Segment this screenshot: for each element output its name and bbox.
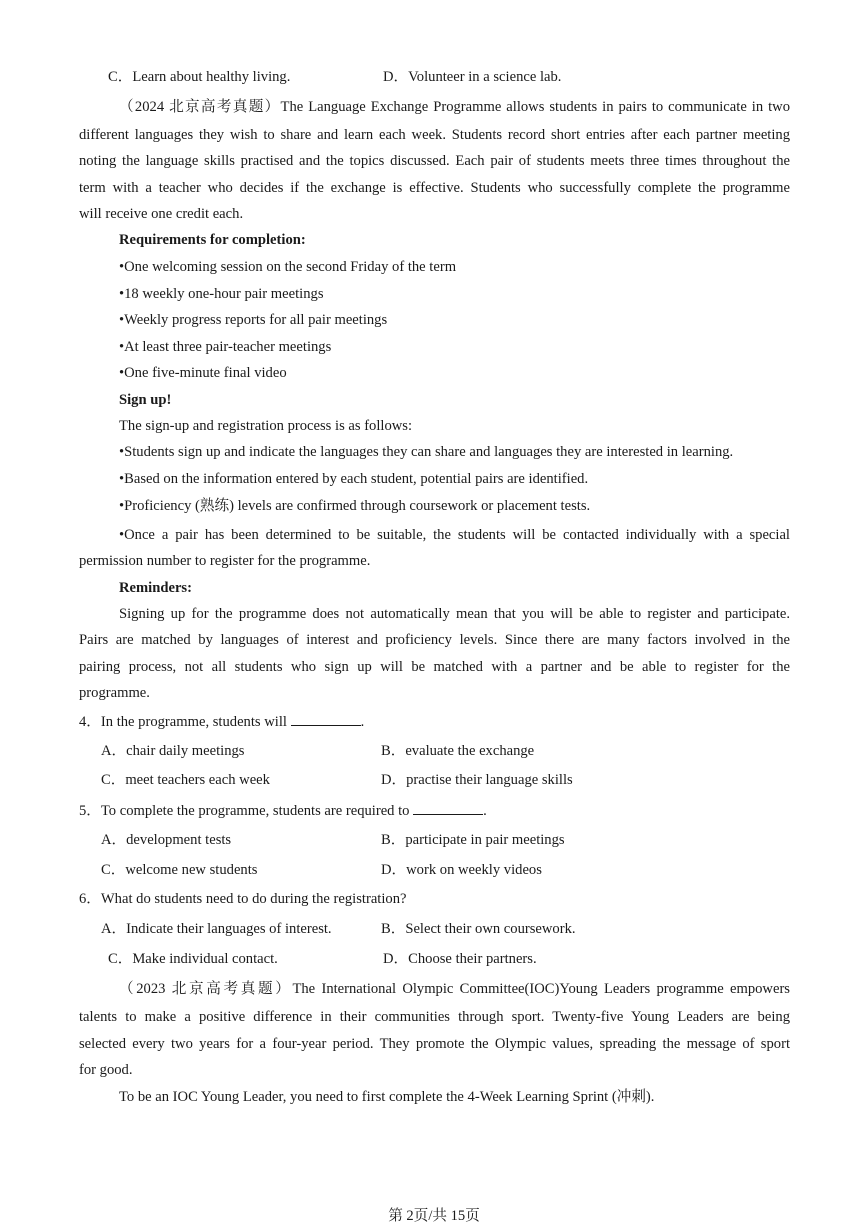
option-c-prev: C．Learn about healthy living. [108,69,291,85]
answer-blank [413,800,483,815]
passage-1-line: term with a teacher who decides if the exchange is effective. Students who successfully complete the programme [79,180,790,196]
passage-1-line: different languages they wish to share and learn each week. Students record short entries after each partner meeting [79,127,790,143]
question-stem [79,800,790,821]
signup-step: •Based on the information entered by each student, potential pairs are identified. [119,471,589,487]
option-d[interactable]: D．practise their language skills [381,772,573,788]
reminders-line: Pairs are matched by languages of interest and proficiency levels. Since there are many factors involved in the [79,632,790,648]
passage-1-line: noting the language skills practised and the topics discussed. Each pair of students meets three times throughout the [79,153,790,169]
option-c[interactable]: C．welcome new students [101,862,258,878]
option-d-prev: D．Volunteer in a science lab. [383,69,562,85]
requirements-heading: Requirements for completion: [119,232,306,248]
option-d[interactable]: D．work on weekly videos [381,862,542,878]
requirement-item: •At least three pair-teacher meetings [119,339,332,355]
passage-2-line: （2023 北京高考真题）The International Olympic Committee(IOC)Young Leaders programme empowers [119,981,790,997]
signup-step: •Once a pair has been determined to be suitable, the students will be contacted individually with a special [119,527,790,543]
option-b[interactable]: B．participate in pair meetings [381,832,565,848]
requirement-item: •18 weekly one-hour pair meetings [119,286,324,302]
passage-1-line: （2024 北京高考真题）The Language Exchange Programme allows students in pairs to communicate in two [119,99,790,115]
reminders-line: programme. [79,685,150,701]
passage-2-line: talents to make a positive difference in their communities through sport. Twenty-five Young Leaders are being [79,1009,790,1025]
page-number: 第 2页/共 15页 [388,1208,480,1224]
requirement-item: •Weekly progress reports for all pair meetings [119,312,388,328]
question-stem-end: . [483,803,487,819]
signup-intro: The sign-up and registration process is as follows: [119,418,413,434]
question-stem-end: . [360,714,365,730]
option-b[interactable]: B．Select their own coursework. [381,921,576,937]
passage-2-last-para: To be an IOC Young Leader, you need to first complete the 4-Week Learning Sprint (冲刺). [119,1089,655,1105]
question-stem-text: 4．In the programme, students will [79,714,287,730]
question-stem [79,711,790,732]
option-a[interactable]: A．Indicate their languages of interest. [101,921,332,937]
signup-step: •Students sign up and indicate the languages they can share and languages they are interested in learning. [119,444,734,460]
signup-step: permission number to register for the programme. [79,553,371,569]
reminders-line: Signing up for the programme does not automatically mean that you will be able to register and participate. [119,606,790,622]
passage-1-line: will receive one credit each. [79,206,244,222]
option-c[interactable]: C．Make individual contact. [108,951,278,967]
question-stem: 6．What do students need to do during the registration? [79,891,407,907]
answer-blank [291,711,361,726]
question-stem-text: 5．To complete the programme, students are required to [79,803,410,819]
signup-step: •Proficiency (熟练) levels are confirmed through coursework or placement tests. [119,498,591,514]
requirement-item: •One welcoming session on the second Friday of the term [119,259,457,275]
option-b[interactable]: B．evaluate the exchange [381,743,535,759]
reminders-line: pairing process, not all students who sign up will be matched with a partner and be able to register for the [79,659,790,675]
reminders-heading: Reminders: [119,580,192,596]
passage-2-line: for good. [79,1062,133,1078]
option-d[interactable]: D．Choose their partners. [383,951,537,967]
passage-2-line: selected every two years for a four-year period. They promote the Olympic values, spreading the message of sport [79,1036,790,1052]
option-a[interactable]: A．chair daily meetings [101,743,245,759]
requirement-item: •One five-minute final video [119,365,287,381]
option-c[interactable]: C．meet teachers each week [101,772,270,788]
option-a[interactable]: A．development tests [101,832,232,848]
signup-heading: Sign up! [119,392,172,408]
